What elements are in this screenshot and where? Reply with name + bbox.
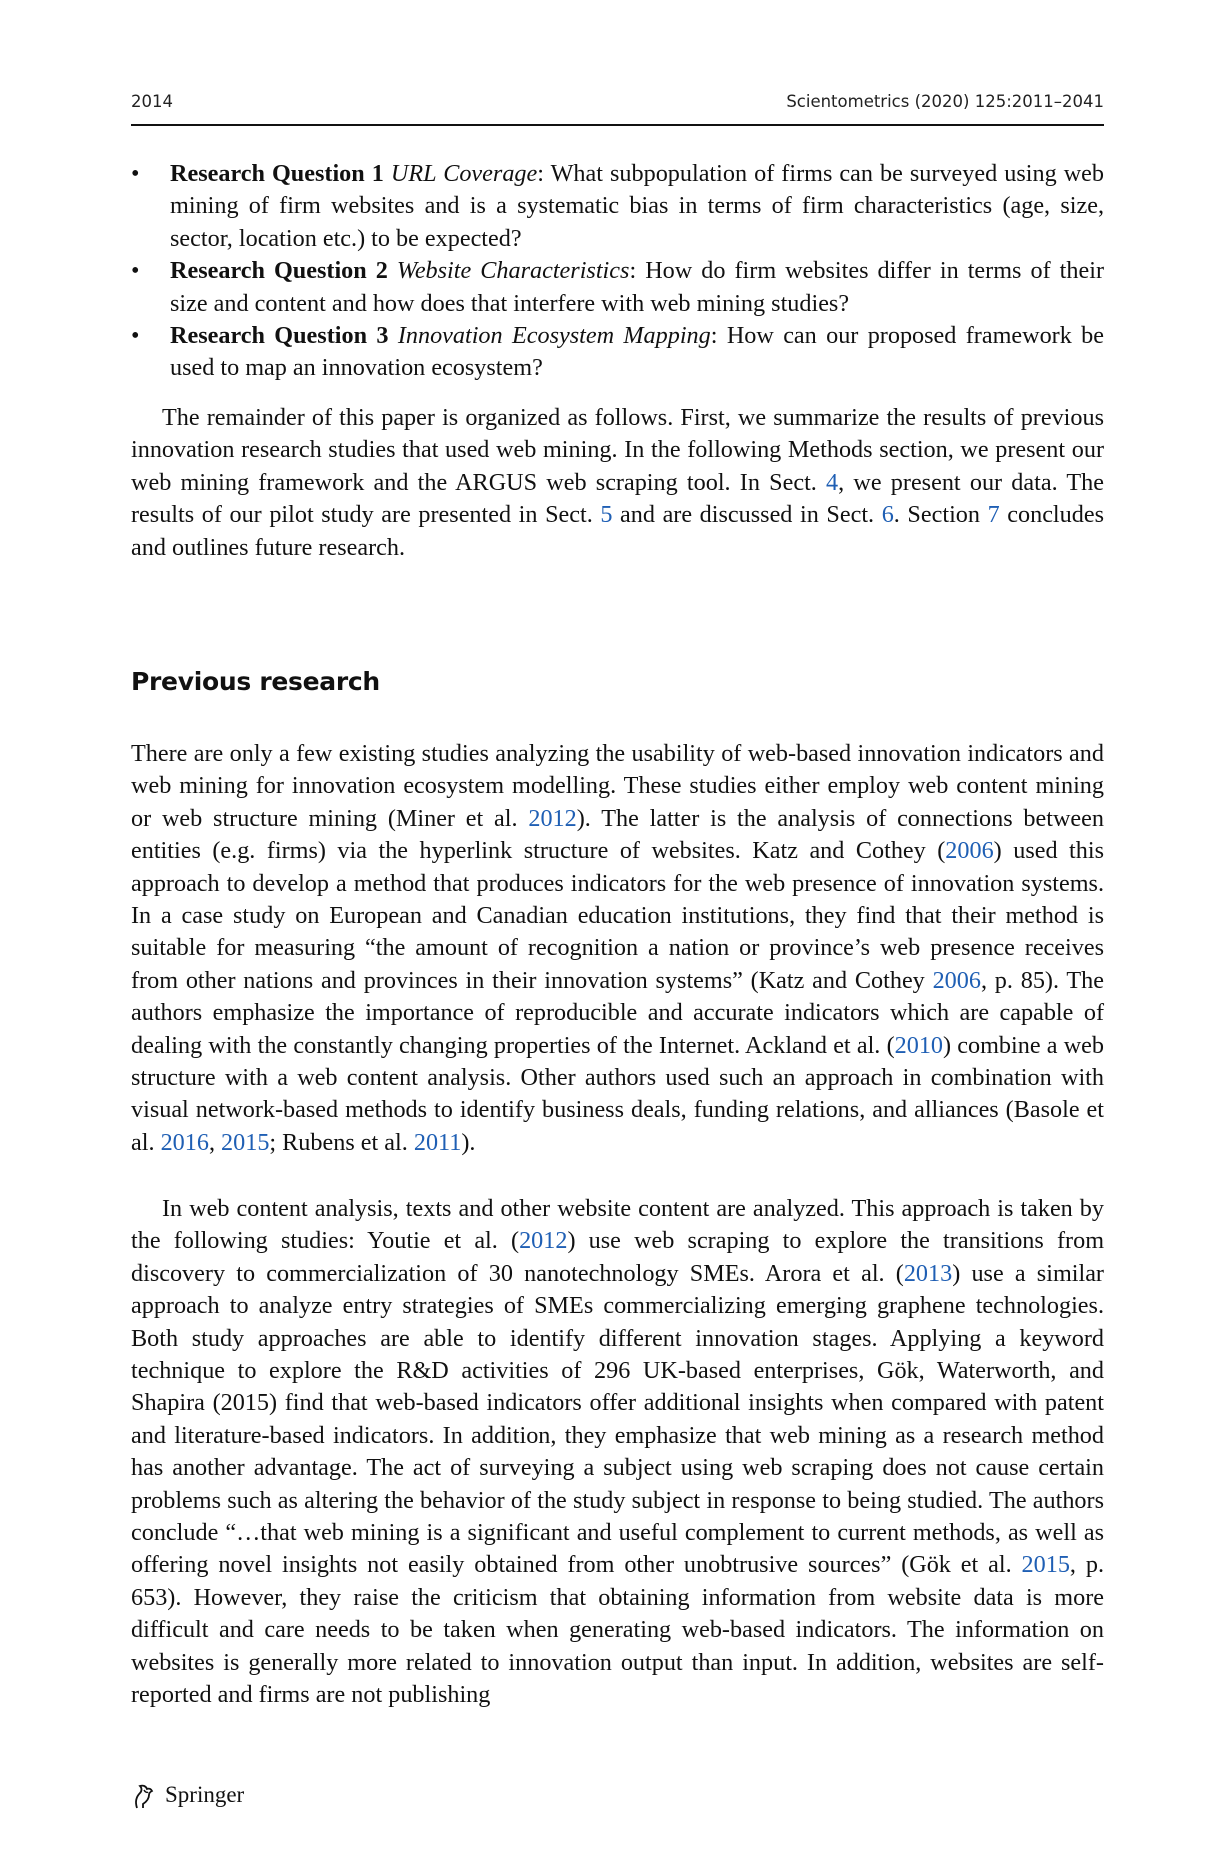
bullet-icon: • — [131, 322, 140, 350]
text-span: ) use web scraping to explore the transitions from discovery to commercialization of 30 nanotechnology SMEs. Arora et al. ( — [131, 1227, 1105, 1287]
rq-label: Research Question 1 — [170, 160, 384, 187]
citation-link[interactable]: 2010 — [894, 1031, 943, 1059]
text-span: ) use a similar approach to analyze entry strategies of SMEs commercializing emerging graphene technologies. Both study approaches are able to identify different innovation stages. Applying a keyword technique to explore the R&D activities of 296 UK-based enterprises, Gök, Waterworth, and Shapira (2015) find that web-based indicators offer additional insights when compared with patent and literature-based indicators. In addition, they emphasize that web mining as a research method has another advantage. The act of surveying a subject using web scraping does not cause certain problems such as altering the behavior of the study subject in response to being studied. The authors conclude “…that web mining is a significant and useful complement to current methods, as well as offering novel insights not easily obtained from other unobtrusive sources” (Gök et al. — [131, 1259, 1104, 1579]
text-span: . Section — [893, 501, 988, 529]
text-span: ) combine a web structure with a web content analysis. Other authors used such an approach in combination with visual network-based methods to identify business deals, funding relations, and alliances (Basole et al. — [131, 1031, 1105, 1156]
section-link[interactable]: 6 — [881, 501, 894, 529]
text-span: The remainder of this paper is organized as follows. First, we summarize the results of previous innovation research studies that used web mining. In the following Methods section, we present our web mining framework and the ARGUS web scraping tool. In Sect. — [131, 404, 1104, 496]
citation-link[interactable]: 2012 — [528, 804, 577, 832]
journal-citation: Scientometrics (2020) 125:2011–2041 — [786, 92, 1104, 111]
section-link[interactable]: 7 — [987, 501, 1000, 529]
citation-link[interactable]: 2006 — [945, 837, 994, 865]
text-span: , we present our data. The results of our pilot study are presented in Sect. — [131, 468, 1104, 529]
rq-topic: Innovation Ecosystem Mapping — [397, 322, 711, 350]
citation-link[interactable]: 2015 — [221, 1128, 270, 1156]
section-heading: Previous research — [131, 667, 380, 696]
section-link[interactable]: 4 — [826, 468, 839, 496]
rq-label: Research Question 3 — [170, 322, 389, 350]
text-span: concludes and outlines future research. — [131, 501, 1104, 561]
citation-link[interactable]: 2011 — [413, 1128, 462, 1156]
rq-topic: Website Characteristics — [396, 257, 630, 285]
citation-link[interactable]: 2012 — [519, 1227, 568, 1255]
text-span: , p. 85). The authors emphasize the importance of reproducible and accurate indicators which are capable of dealing with the constantly changing properties of the Internet. Ackland et al. ( — [131, 966, 1104, 1059]
text-span: ) used this approach to develop a method that produces indicators for the web presence of innovation systems. In a case study on European and Canadian education institutions, they find that their method is suitable for measuring “the amount of recognition a nation or province’s web presence receives from other nations and provinces in their innovation systems” (Katz and Cothey — [131, 837, 1104, 994]
citation-link[interactable]: 2013 — [903, 1259, 953, 1287]
text-span: ). The latter is the analysis of connections between entities (e.g. firms) via the hyperlink structure of websites. Katz and Cothey ( — [131, 804, 1104, 865]
paragraph-2 — [131, 1193, 1104, 1712]
text-span: ; Rubens et al. — [269, 1128, 414, 1156]
citation-link[interactable]: 2016 — [160, 1128, 209, 1156]
text-span: , — [208, 1128, 222, 1156]
bullet-icon: • — [131, 160, 140, 187]
rq-text: : How do firm websites differ in terms of their size and content and how does that interfere with web mining studies? — [170, 257, 1104, 317]
research-questions-list — [131, 158, 1104, 385]
text-span: There are only a few existing studies analyzing the usability of web-based innovation indicators and web mining for innovation ecosystem modelling. These studies either employ web content mining or web structure mining (Miner et al. — [131, 740, 1104, 832]
paragraph-1 — [131, 738, 1104, 1159]
publisher-name: Springer — [165, 1782, 245, 1807]
rq-topic: URL Coverage — [390, 160, 538, 187]
text-span: ). — [461, 1128, 476, 1156]
header-rule — [131, 124, 1104, 126]
citation-link[interactable]: 2015 — [1021, 1551, 1070, 1579]
section-link[interactable]: 5 — [600, 501, 613, 529]
rq-text: : What subpopulation of firms can be surveyed using web mining of firm websites and is a systematic bias in terms of firm characteristics (age, size, sector, location etc.) to be expected? — [170, 160, 1105, 252]
research-question-1 — [131, 158, 1104, 255]
springer-horse-icon — [131, 1780, 157, 1810]
text-span: and are discussed in Sect. — [612, 501, 882, 529]
rq-text: : How can our proposed framework be used to map an innovation ecosystem? — [170, 322, 1105, 382]
research-question-2 — [131, 255, 1104, 320]
intro-paragraph — [131, 402, 1104, 564]
text-span: In web content analysis, texts and other website content are analyzed. This approach is taken by the following studies: Youtie et al. ( — [131, 1195, 1104, 1255]
page-footer — [131, 1780, 244, 1810]
rq-label: Research Question 2 — [170, 257, 388, 285]
citation-link[interactable]: 2006 — [932, 966, 981, 994]
text-span: , p. 653). However, they raise the criticism that obtaining information from website data is more difficult and care needs to be taken when generating web-based indicators. The information on websites is generally more related to innovation output than input. In addition, websites are self-reported and firms are not publishing — [131, 1551, 1105, 1709]
research-question-3 — [131, 320, 1104, 385]
bullet-icon: • — [131, 257, 140, 285]
page-number: 2014 — [131, 92, 173, 111]
